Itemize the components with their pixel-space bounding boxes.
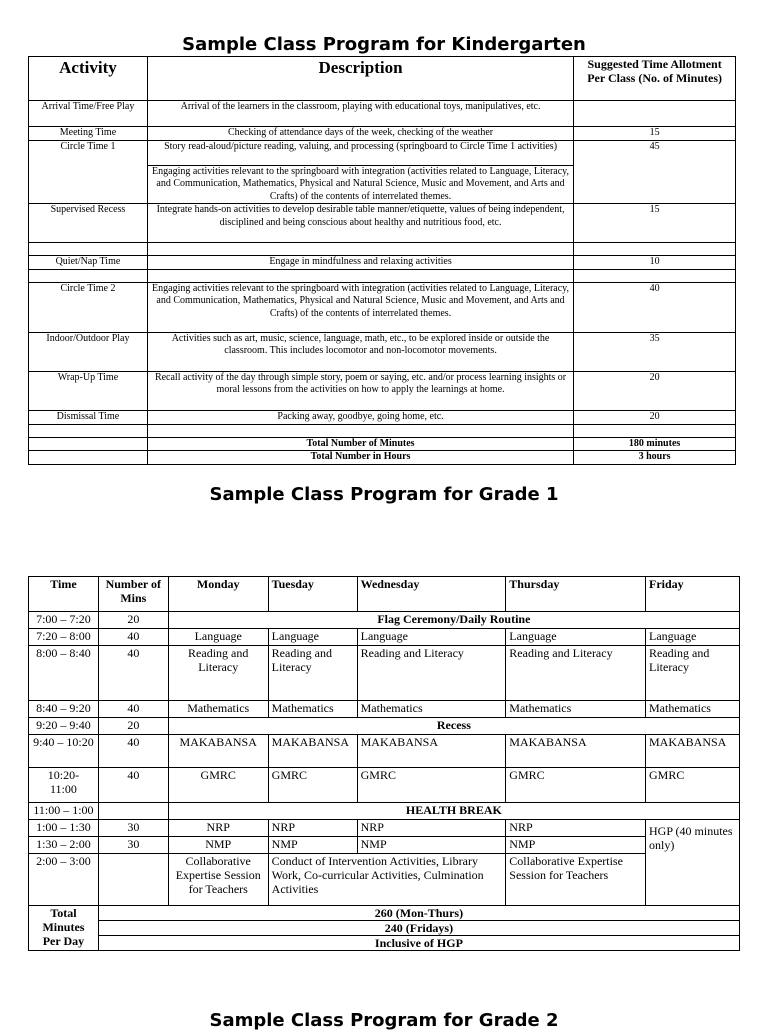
thursday-cell: MAKABANSA bbox=[506, 735, 646, 768]
empty-cell bbox=[29, 451, 148, 465]
table-row bbox=[29, 612, 740, 629]
time-cell: 2:00 – 3:00 bbox=[29, 854, 99, 906]
monday-cell: NMP bbox=[168, 837, 268, 854]
time-cell: 8:00 – 8:40 bbox=[29, 646, 99, 701]
thursday-cell: NRP bbox=[506, 820, 646, 837]
monday-cell: Mathematics bbox=[168, 701, 268, 718]
table-row bbox=[29, 140, 736, 165]
table-row bbox=[29, 646, 740, 701]
minutes-cell bbox=[574, 424, 736, 437]
activity-cell: Wrap-Up Time bbox=[29, 371, 148, 410]
header-number-of-mins: Number of Mins bbox=[98, 577, 168, 612]
table-row bbox=[29, 701, 740, 718]
mins-cell: 40 bbox=[98, 768, 168, 803]
description-cell: Engaging activities relevant to the springboard with integration (activities related to Language, Literacy, and Communication, Mathematics, Physical and Natural Science, Music and Movement, and Arts and Crafts) of the contents of interrelated themes. bbox=[147, 165, 573, 204]
activity-cell: Meeting Time bbox=[29, 127, 148, 141]
description-cell: Packing away, goodbye, going home, etc. bbox=[147, 410, 573, 424]
header-tuesday: Tuesday bbox=[268, 577, 357, 612]
description-cell: Recall activity of the day through simple story, poem or saying, etc. and/or process learning insights or moral lessons from the activities on how to apply the learnings at home. bbox=[147, 371, 573, 410]
header-wednesday: Wednesday bbox=[357, 577, 506, 612]
table-row bbox=[29, 629, 740, 646]
mins-cell: 20 bbox=[98, 612, 168, 629]
time-cell: 8:40 – 9:20 bbox=[29, 701, 99, 718]
table-row bbox=[29, 718, 740, 735]
minutes-cell bbox=[574, 101, 736, 127]
grade1-title: Sample Class Program for Grade 1 bbox=[209, 484, 559, 505]
mins-cell: 20 bbox=[98, 718, 168, 735]
monday-cell: MAKABANSA bbox=[168, 735, 268, 768]
activity-cell bbox=[29, 243, 148, 256]
mins-cell: 40 bbox=[98, 701, 168, 718]
mins-cell: 30 bbox=[98, 837, 168, 854]
time-cell: 1:30 – 2:00 bbox=[29, 837, 99, 854]
wednesday-cell: MAKABANSA bbox=[357, 735, 506, 768]
description-cell bbox=[147, 424, 573, 437]
minutes-cell: 40 bbox=[574, 282, 736, 332]
grade1-program-table bbox=[28, 576, 740, 951]
header-friday: Friday bbox=[646, 577, 740, 612]
activity-cell bbox=[29, 424, 148, 437]
table-header-row bbox=[29, 57, 736, 101]
total-hours-label: Total Number in Hours bbox=[147, 451, 573, 465]
activity-cell: Dismissal Time bbox=[29, 410, 148, 424]
activity-cell bbox=[29, 269, 148, 282]
mins-cell bbox=[98, 803, 168, 820]
monday-cell: Reading and Literacy bbox=[168, 646, 268, 701]
activity-cell: Circle Time 1 bbox=[29, 140, 148, 204]
activity-cell: Indoor/Outdoor Play bbox=[29, 332, 148, 371]
total-minutes-label: Total Minutes Per Day bbox=[29, 906, 99, 951]
mins-cell: 40 bbox=[98, 735, 168, 768]
time-cell: 9:40 – 10:20 bbox=[29, 735, 99, 768]
health-break-cell: HEALTH BREAK bbox=[168, 803, 739, 820]
table-row bbox=[29, 371, 736, 410]
table-row bbox=[29, 256, 736, 270]
table-row bbox=[29, 820, 740, 837]
minutes-cell: 10 bbox=[574, 256, 736, 270]
tuesday-cell: Reading and Literacy bbox=[268, 646, 357, 701]
friday-cell: Mathematics bbox=[646, 701, 740, 718]
friday-cell: GMRC bbox=[646, 768, 740, 803]
total-minutes-row bbox=[29, 437, 736, 451]
header-activity: Activity bbox=[29, 57, 148, 101]
total-mon-thurs: 260 (Mon-Thurs) bbox=[98, 906, 739, 921]
wednesday-cell: GMRC bbox=[357, 768, 506, 803]
table-row bbox=[29, 282, 736, 332]
thursday-cell: NMP bbox=[506, 837, 646, 854]
time-cell: 7:00 – 7:20 bbox=[29, 612, 99, 629]
activity-cell: Supervised Recess bbox=[29, 204, 148, 243]
monday-cell: Collaborative Expertise Session for Teachers bbox=[168, 854, 268, 906]
table-row bbox=[29, 768, 740, 803]
wednesday-cell: Reading and Literacy bbox=[357, 646, 506, 701]
header-time-allotment: Suggested Time Allotment Per Class (No. of Minutes) bbox=[574, 57, 736, 101]
minutes-cell: 35 bbox=[574, 332, 736, 371]
kindergarten-title: Sample Class Program for Kindergarten bbox=[182, 34, 586, 55]
table-header-row bbox=[29, 577, 740, 612]
minutes-cell: 45 bbox=[574, 140, 736, 204]
tuesday-wednesday-cell: Conduct of Intervention Activities, Library Work, Co-curricular Activities, Culmination Activities bbox=[268, 854, 506, 906]
total-hours-row bbox=[29, 451, 736, 465]
wednesday-cell: Language bbox=[357, 629, 506, 646]
friday-cell: Language bbox=[646, 629, 740, 646]
total-hours-value: 3 hours bbox=[574, 451, 736, 465]
recess-cell: Recess bbox=[168, 718, 739, 735]
tuesday-cell: Language bbox=[268, 629, 357, 646]
header-monday: Monday bbox=[168, 577, 268, 612]
time-cell: 1:00 – 1:30 bbox=[29, 820, 99, 837]
wednesday-cell: NRP bbox=[357, 820, 506, 837]
thursday-cell: GMRC bbox=[506, 768, 646, 803]
thursday-cell: Language bbox=[506, 629, 646, 646]
minutes-cell: 15 bbox=[574, 127, 736, 141]
flag-ceremony-cell: Flag Ceremony/Daily Routine bbox=[168, 612, 739, 629]
description-cell: Checking of attendance days of the week, checking of the weather bbox=[147, 127, 573, 141]
activity-cell: Arrival Time/Free Play bbox=[29, 101, 148, 127]
header-thursday: Thursday bbox=[506, 577, 646, 612]
monday-cell: GMRC bbox=[168, 768, 268, 803]
friday-cell: MAKABANSA bbox=[646, 735, 740, 768]
tuesday-cell: GMRC bbox=[268, 768, 357, 803]
description-cell: Story read-aloud/picture reading, valuing, and processing (springboard to Circle Time 1 activities) bbox=[147, 140, 573, 165]
tuesday-cell: Mathematics bbox=[268, 701, 357, 718]
friday-cell: Reading and Literacy bbox=[646, 646, 740, 701]
table-row bbox=[29, 127, 736, 141]
description-cell bbox=[147, 269, 573, 282]
grade2-title: Sample Class Program for Grade 2 bbox=[209, 1010, 559, 1031]
minutes-cell bbox=[574, 243, 736, 256]
thursday-cell: Collaborative Expertise Session for Teachers bbox=[506, 854, 646, 906]
monday-cell: NRP bbox=[168, 820, 268, 837]
description-cell: Integrate hands-on activities to develop desirable table manner/etiquette, values of being independent, disciplined and being conscious about healthy and nutritious food, etc. bbox=[147, 204, 573, 243]
total-inclusive-hgp: Inclusive of HGP bbox=[98, 936, 739, 951]
header-time: Time bbox=[29, 577, 99, 612]
description-cell: Engaging activities relevant to the springboard with integration (activities related to Language, Literacy, and Communication, Mathematics, Physical and Natural Science, Music and Movement, and Arts and Crafts) of the contents of interrelated themes. bbox=[147, 282, 573, 332]
time-cell: 11:00 – 1:00 bbox=[29, 803, 99, 820]
kindergarten-program-table bbox=[28, 56, 736, 465]
table-row bbox=[29, 269, 736, 282]
total-row bbox=[29, 936, 740, 951]
description-cell: Engage in mindfulness and relaxing activities bbox=[147, 256, 573, 270]
tuesday-cell: NMP bbox=[268, 837, 357, 854]
mins-cell: 40 bbox=[98, 646, 168, 701]
empty-cell bbox=[29, 437, 148, 451]
minutes-cell: 20 bbox=[574, 371, 736, 410]
mins-cell bbox=[98, 854, 168, 906]
description-cell: Arrival of the learners in the classroom, playing with educational toys, manipulatives, etc. bbox=[147, 101, 573, 127]
activity-cell: Quiet/Nap Time bbox=[29, 256, 148, 270]
table-row bbox=[29, 424, 736, 437]
wednesday-cell: NMP bbox=[357, 837, 506, 854]
thursday-cell: Reading and Literacy bbox=[506, 646, 646, 701]
friday-hgp-cell: HGP (40 minutes only) bbox=[646, 820, 740, 906]
total-row bbox=[29, 906, 740, 921]
table-row bbox=[29, 101, 736, 127]
table-row bbox=[29, 837, 740, 854]
total-minutes-value: 180 minutes bbox=[574, 437, 736, 451]
time-cell: 9:20 – 9:40 bbox=[29, 718, 99, 735]
time-cell: 10:20- 11:00 bbox=[29, 768, 99, 803]
total-minutes-label: Total Number of Minutes bbox=[147, 437, 573, 451]
monday-cell: Language bbox=[168, 629, 268, 646]
minutes-cell: 15 bbox=[574, 204, 736, 243]
table-row bbox=[29, 410, 736, 424]
tuesday-cell: NRP bbox=[268, 820, 357, 837]
description-cell: Activities such as art, music, science, language, math, etc., to be explored inside or outside the classroom. This includes locomotor and non-locomotor movements. bbox=[147, 332, 573, 371]
table-row bbox=[29, 204, 736, 243]
time-cell: 7:20 – 8:00 bbox=[29, 629, 99, 646]
thursday-cell: Mathematics bbox=[506, 701, 646, 718]
activity-cell: Circle Time 2 bbox=[29, 282, 148, 332]
minutes-cell: 20 bbox=[574, 410, 736, 424]
table-row bbox=[29, 854, 740, 906]
wednesday-cell: Mathematics bbox=[357, 701, 506, 718]
header-description: Description bbox=[147, 57, 573, 101]
tuesday-cell: MAKABANSA bbox=[268, 735, 357, 768]
mins-cell: 40 bbox=[98, 629, 168, 646]
table-row bbox=[29, 243, 736, 256]
table-row bbox=[29, 332, 736, 371]
description-cell bbox=[147, 243, 573, 256]
minutes-cell bbox=[574, 269, 736, 282]
total-fridays: 240 (Fridays) bbox=[98, 921, 739, 936]
mins-cell: 30 bbox=[98, 820, 168, 837]
table-row bbox=[29, 803, 740, 820]
total-row bbox=[29, 921, 740, 936]
table-row bbox=[29, 735, 740, 768]
